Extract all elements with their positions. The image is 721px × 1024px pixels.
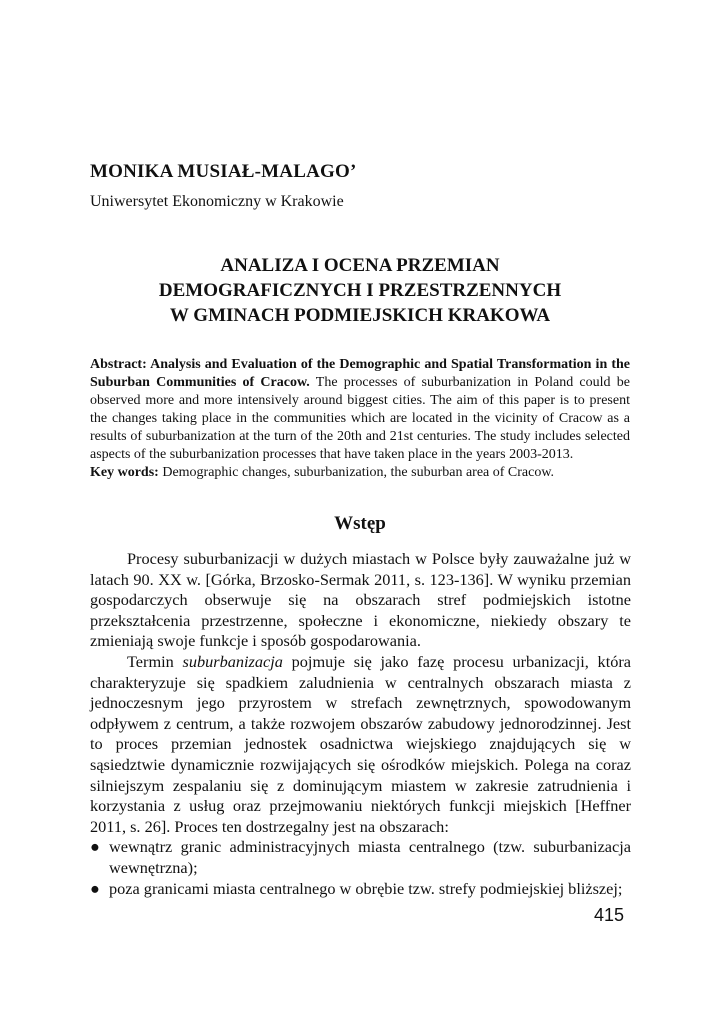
- author-name: MONIKA MUSIAŁ-MALAGO’: [90, 161, 357, 182]
- body-paragraph: [90, 652, 631, 837]
- paper-title: [90, 253, 630, 328]
- body-text: [90, 549, 631, 899]
- title-line: DEMOGRAFICZNYCH I PRZESTRZENNYCH: [158, 280, 562, 301]
- page-number: 415: [594, 905, 625, 925]
- keywords-label: Key words:: [90, 465, 159, 480]
- abstract-text: The processes of suburbanization in Poland could be observed more and more intensively around biggest cities. The aim of this paper is to present the changes taking place in the communities which are located in the vicinity of Cracow as a results of suburbanization at the turn of the 20th and 21st centuries. The study includes selected aspects of the suburbanization processes that have taken place in the years 2003-2013.: [90, 375, 630, 462]
- list-item: [90, 879, 631, 900]
- keywords-paragraph: [90, 464, 630, 482]
- list-item: [90, 837, 631, 878]
- abstract-label: Abstract: Analysis and Evaluation of the Demographic and Spatial Transformation in the Suburban Communities of Cracow.: [90, 357, 630, 390]
- paragraph-text: Termin: [127, 651, 183, 671]
- paragraph-text: pojmuje się jako fazę procesu urbanizacji, która charakteryzuje się spadkiem zaludnienia w centralnych obszarach miasta z jednoczesnym jego przyrostem w strefach zewnętrznych, spowodowanym odpływem z centrum, a także rozwojem obszarów zabudowy jednorodzinnej. Jest to proces przemian jednostek osadnictwa wiejskiego znajdujących się w sąsiedztwie dynamicznie rozwijających się ośrodków miejskich. Polega na coraz silniejszym zespalaniu się z dominującym miastem w zakresie zatrudnienia i korzystania z usług oraz przejmowaniu niektórych funkcji miejskich [Heffner 2011, s. 26]. Proces ten dostrzegalny jest na obszarach:: [90, 651, 632, 836]
- list-item-text: wewnątrz granic administracyjnych miasta centralnego (tzw. suburbanizacja wewnętrzna);: [109, 837, 631, 877]
- abstract-paragraph: [90, 356, 630, 464]
- body-paragraph: Procesy suburbanizacji w dużych miastach w Polsce były zauważalne już w latach 90. XX w. [Górka, Brzosko-Sermak 2011, s. 123-136]. W wyniku przemian gospodarczych obserwuje się na obszarach stref podmiejskich istotne przekształcenia przestrzenne, społeczne i ekonomiczne, niekiedy obszary te zmieniają swoje funkcje i sposób gospodarowania.: [90, 549, 631, 651]
- title-line: W GMINACH PODMIEJSKICH KRAKOWA: [169, 305, 551, 326]
- author-affiliation: Uniwersytet Ekonomiczny w Krakowie: [90, 193, 344, 210]
- section-heading: Wstęp: [334, 513, 386, 534]
- keywords-text: Demographic changes, suburbanization, the suburban area of Cracow.: [158, 465, 555, 480]
- abstract-block: [90, 356, 630, 482]
- bullet-icon: ●: [90, 878, 100, 898]
- title-line: ANALIZA I OCENA PRZEMIAN: [220, 255, 500, 276]
- bullet-list: [90, 837, 631, 899]
- list-item-text: poza granicami miasta centralnego w obrębie tzw. strefy podmiejskiej bliższej;: [109, 878, 623, 898]
- emphasized-term: suburbanizacja: [182, 651, 283, 671]
- bullet-icon: ●: [90, 837, 100, 857]
